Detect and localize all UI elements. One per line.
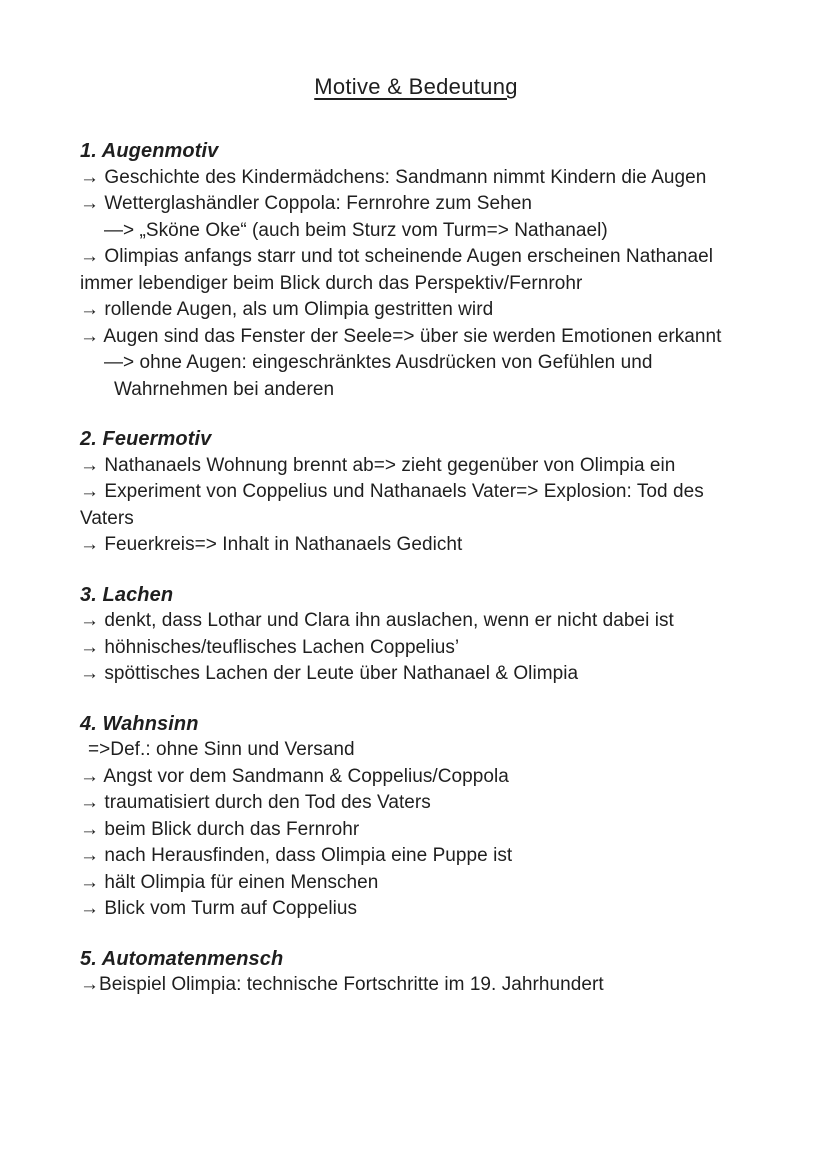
section-augenmotiv (80, 138, 752, 403)
bullet-line: → Angst vor dem Sandmann & Coppelius/Coppola (80, 765, 509, 787)
bullet-line: → traumatisiert durch den Tod des Vaters (80, 792, 431, 813)
section-feuermotiv (80, 426, 752, 559)
bullet-line: → höhnisches/teuflisches Lachen Coppelius’ (80, 636, 460, 658)
bullet-line: → Nathanaels Wohnung brennt ab=> zieht gegenüber von Olimpia ein (80, 454, 676, 476)
section-lachen (80, 582, 752, 688)
section-wahnsinn (80, 711, 752, 923)
bullet-line: → rollende Augen, als um Olimpia gestritten wird (80, 299, 494, 320)
bullet-line: → Wetterglashändler Coppola: Fernrohre zum Sehen (80, 193, 532, 214)
bullet-line: → spöttisches Lachen der Leute über Nathanael & Olimpia (80, 663, 579, 684)
sub-bullet-line: —> „Sköne Oke“ (auch beim Sturz vom Turm=> Nathanael) (104, 219, 608, 241)
bullet-line: → Geschichte des Kindermädchens: Sandmann nimmt Kindern die Augen (80, 166, 707, 188)
section-heading: 3. Lachen (80, 583, 174, 606)
continuation-line: Vaters (80, 507, 134, 529)
section-heading: 4. Wahnsinn (80, 712, 199, 735)
page-title: Motive & Bedeutung (314, 74, 518, 99)
section-heading: 5. Automatenmensch (80, 947, 284, 970)
bullet-line: → Augen sind das Fenster der Seele=> über sie werden Emotionen erkannt (80, 325, 722, 347)
bullet-line: → Olimpias anfangs starr und tot scheinende Augen erscheinen Nathanael (80, 246, 714, 267)
bullet-line: → hält Olimpia für einen Menschen (80, 871, 379, 893)
section-automatenmensch (80, 946, 752, 999)
sub-bullet-line: —> ohne Augen: eingeschränktes Ausdrücken von Gefühlen und (104, 352, 653, 373)
definition-line: =>Def.: ohne Sinn und Versand (88, 739, 355, 760)
section-heading: 1. Augenmotiv (80, 140, 219, 162)
bullet-line: → nach Herausfinden, dass Olimpia eine Puppe ist (80, 845, 513, 866)
continuation-line: Wahrnehmen bei anderen (114, 378, 335, 400)
bullet-line: → denkt, dass Lothar und Clara ihn auslachen, wenn er nicht dabei ist (80, 610, 674, 631)
section-heading: 2. Feuermotiv (80, 428, 212, 450)
bullet-line: → Feuerkreis=> Inhalt in Nathanaels Gedicht (80, 534, 463, 555)
continuation-line: immer lebendiger beim Blick durch das Perspektiv/Fernrohr (80, 272, 583, 294)
bullet-line: → Blick vom Turm auf Coppelius (80, 898, 358, 919)
bullet-line: → Experiment von Coppelius und Nathanaels Vater=> Explosion: Tod des (80, 481, 704, 502)
bullet-line: → beim Blick durch das Fernrohr (80, 818, 360, 840)
bullet-line: →Beispiel Olimpia: technische Fortschritte im 19. Jahrhundert (80, 974, 604, 995)
